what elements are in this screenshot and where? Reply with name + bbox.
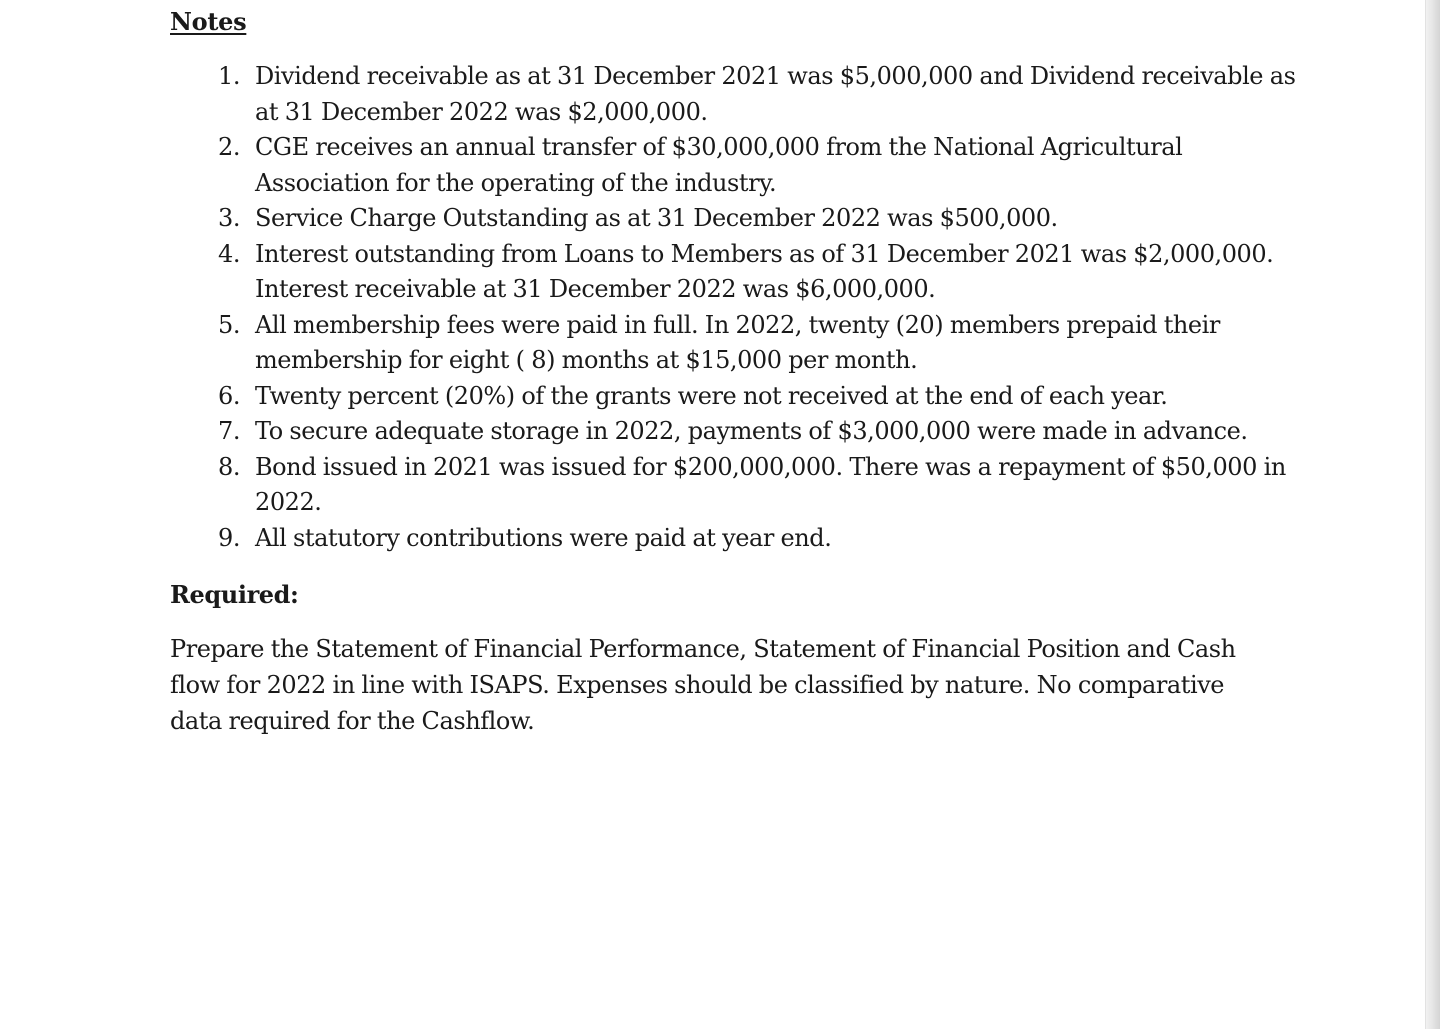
note-item-7	[170, 414, 1310, 450]
note-number: 8.	[218, 452, 240, 481]
note-text: CGE receives an annual transfer of $30,000,000 from the National Agricultural Association for the operating of the industry.	[255, 133, 1183, 197]
note-number: 6.	[218, 381, 240, 410]
note-number: 7.	[218, 417, 240, 445]
page-edge-shadow	[1425, 0, 1440, 1029]
note-text: All membership fees were paid in full. In 2022, twenty (20) members prepaid their membership for eight ( 8) months at $15,000 per month.	[255, 310, 1220, 374]
note-number: 2.	[218, 133, 240, 161]
note-number: 5.	[218, 310, 240, 339]
note-number: 1.	[218, 62, 240, 90]
note-item-1	[170, 59, 1310, 130]
note-item-3	[170, 201, 1310, 237]
note-text: Interest outstanding from Loans to Members as of 31 December 2021 was $2,000,000. Interest receivable at 31 December 2022 was $6,000,000.	[255, 239, 1274, 303]
note-item-8	[170, 450, 1310, 521]
note-item-4	[170, 237, 1310, 308]
note-text: Dividend receivable as at 31 December 2021 was $5,000,000 and Dividend receivable as at 31 December 2022 was $2,000,000.	[255, 62, 1296, 126]
note-text: Service Charge Outstanding as at 31 December 2022 was $500,000.	[255, 204, 1058, 232]
note-number: 4.	[218, 239, 240, 268]
note-text: Twenty percent (20%) of the grants were not received at the end of each year.	[255, 381, 1168, 410]
required-paragraph: Prepare the Statement of Financial Performance, Statement of Financial Position and Cash flow for 2022 in line with ISAPS. Expenses should be classified by nature. No comparative data required for the Cashflow.	[170, 635, 1236, 735]
note-number: 3.	[218, 204, 240, 232]
required-heading: Required:	[170, 580, 299, 609]
notes-list	[170, 59, 1310, 556]
notes-heading: Notes	[170, 7, 247, 36]
note-item-5	[170, 308, 1310, 379]
note-item-2	[170, 130, 1310, 201]
note-item-9	[170, 521, 1310, 557]
note-item-6	[170, 379, 1310, 415]
note-text: Bond issued in 2021 was issued for $200,000,000. There was a repayment of $50,000 in 2022.	[255, 452, 1286, 516]
note-number: 9.	[218, 523, 240, 552]
note-text: All statutory contributions were paid at year end.	[255, 523, 832, 552]
note-text: To secure adequate storage in 2022, payments of $3,000,000 were made in advance.	[255, 417, 1248, 445]
